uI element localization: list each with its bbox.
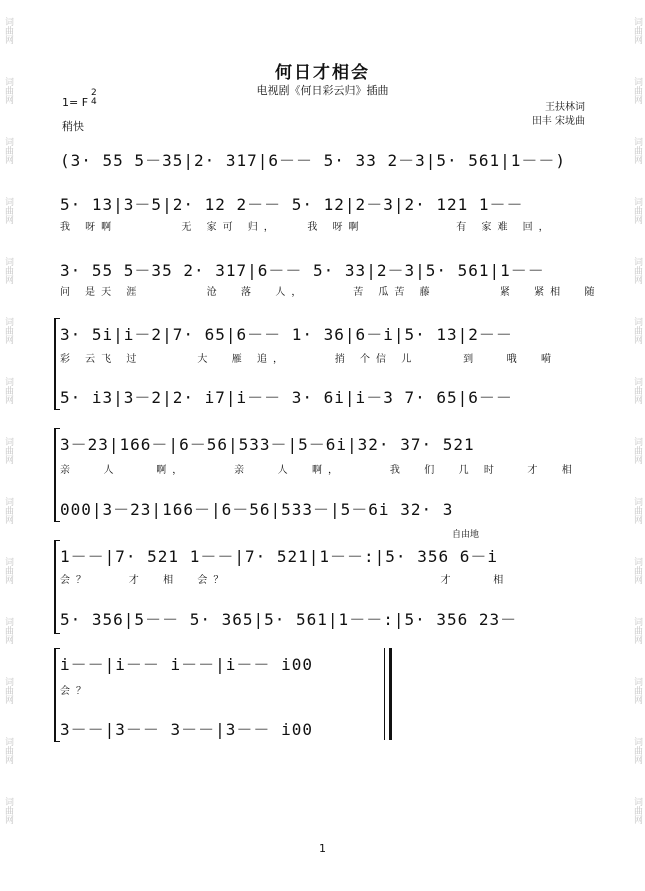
credits xyxy=(532,101,585,129)
lyric-row: 会？ 才 相 会？ 才 相 xyxy=(60,575,510,586)
watermark-text: 词曲网 xyxy=(3,436,13,464)
key-signature: 1= F xyxy=(62,96,89,109)
watermark-text: 词曲网 xyxy=(632,256,642,284)
watermark-text: 词曲网 xyxy=(632,76,642,104)
meter-top: 2 xyxy=(91,88,97,98)
notation-row: (3· 55 5－35|2· 317|6－－ 5· 33 2－3|5· 561|1－－) xyxy=(60,151,567,170)
lyricist: 王扶林词 xyxy=(545,102,585,113)
notation-row: 5· 13|3－5|2· 12 2－－ 5· 12|2－3|2· 121 1－－ xyxy=(60,195,524,214)
watermark-text: 词曲网 xyxy=(3,496,13,524)
watermark-text: 词曲网 xyxy=(3,136,13,164)
watermark-text: 词曲网 xyxy=(3,76,13,104)
notation-row: 3－－|3－－ 3－－|3－－ i00 xyxy=(60,720,313,739)
watermark-text: 词曲网 xyxy=(3,376,13,404)
free-tempo-note: 自由地 xyxy=(452,530,480,540)
notation-row: 3－23|166－|6－56|533－|5－6i|32· 37· 521 xyxy=(60,435,475,454)
lyric-row: 彩 云飞 过 大 雁 追， 捎 个信 儿 到 哦 嗬 xyxy=(60,354,558,365)
watermark-text: 词曲网 xyxy=(3,196,13,224)
notation-row: 000|3－23|166－|6－56|533－|5－6i 32· 3 xyxy=(60,500,454,519)
watermark-text: 词曲网 xyxy=(3,16,13,44)
lyric-row: 会？ xyxy=(60,686,92,697)
notation-row: 5· i3|3－2|2· i7|i－－ 3· 6i|i－3 7· 65|6－－ xyxy=(60,388,513,407)
watermark-text: 词曲网 xyxy=(3,256,13,284)
lyric-row: 亲 人 啊， 亲 人 啊， 我 们 几 时 才 相 xyxy=(60,465,578,476)
watermark-right xyxy=(629,0,645,891)
watermark-text: 词曲网 xyxy=(632,436,642,464)
watermark-text: 词曲网 xyxy=(632,376,642,404)
watermark-text: 词曲网 xyxy=(632,736,642,764)
notation-row: i－－|i－－ i－－|i－－ i00 xyxy=(60,655,313,674)
song-title: 何日才相会 xyxy=(275,63,370,83)
watermark-text: 词曲网 xyxy=(632,556,642,584)
watermark-text: 词曲网 xyxy=(632,796,642,824)
lyric-row: 问 是天 涯 沧 落 人， 苦 瓜苦 藤 紧 紧相 随 xyxy=(60,287,601,298)
final-barline xyxy=(384,648,392,740)
watermark-text: 词曲网 xyxy=(3,736,13,764)
tempo-marking: 稍快 xyxy=(62,120,84,133)
composer: 田丰 宋垅曲 xyxy=(531,116,585,127)
notation-row: 3· 55 5－35 2· 317|6－－ 5· 33|2－3|5· 561|1－－ xyxy=(60,261,545,280)
watermark-text: 词曲网 xyxy=(632,196,642,224)
watermark-text: 词曲网 xyxy=(3,316,13,344)
watermark-text: 词曲网 xyxy=(632,496,642,524)
watermark-text: 词曲网 xyxy=(632,616,642,644)
lyric-row: 我 呀啊 无 家可 归， 我 呀啊 有 家难 回， xyxy=(60,222,555,233)
watermark-text: 词曲网 xyxy=(3,676,13,704)
watermark-text: 词曲网 xyxy=(632,16,642,44)
song-subtitle: 电视剧《何日彩云归》插曲 xyxy=(256,84,389,97)
watermark-text: 词曲网 xyxy=(632,136,642,164)
watermark-text: 词曲网 xyxy=(3,556,13,584)
watermark-text: 词曲网 xyxy=(3,796,13,824)
watermark-text: 词曲网 xyxy=(632,676,642,704)
meter-bottom: 4 xyxy=(91,97,97,107)
page-number: 1 xyxy=(319,842,326,855)
watermark-left xyxy=(0,0,16,891)
watermark-text: 词曲网 xyxy=(3,616,13,644)
notation-row: 1－－|7· 521 1－－|7· 521|1－－:|5· 356 6－i xyxy=(60,547,498,566)
notation-row: 5· 356|5－－ 5· 365|5· 561|1－－:|5· 356 23－ xyxy=(60,610,518,629)
watermark-text: 词曲网 xyxy=(632,316,642,344)
time-signature xyxy=(91,89,97,107)
notation-row: 3· 5i|i－2|7· 65|6－－ 1· 36|6－i|5· 13|2－－ xyxy=(60,325,513,344)
